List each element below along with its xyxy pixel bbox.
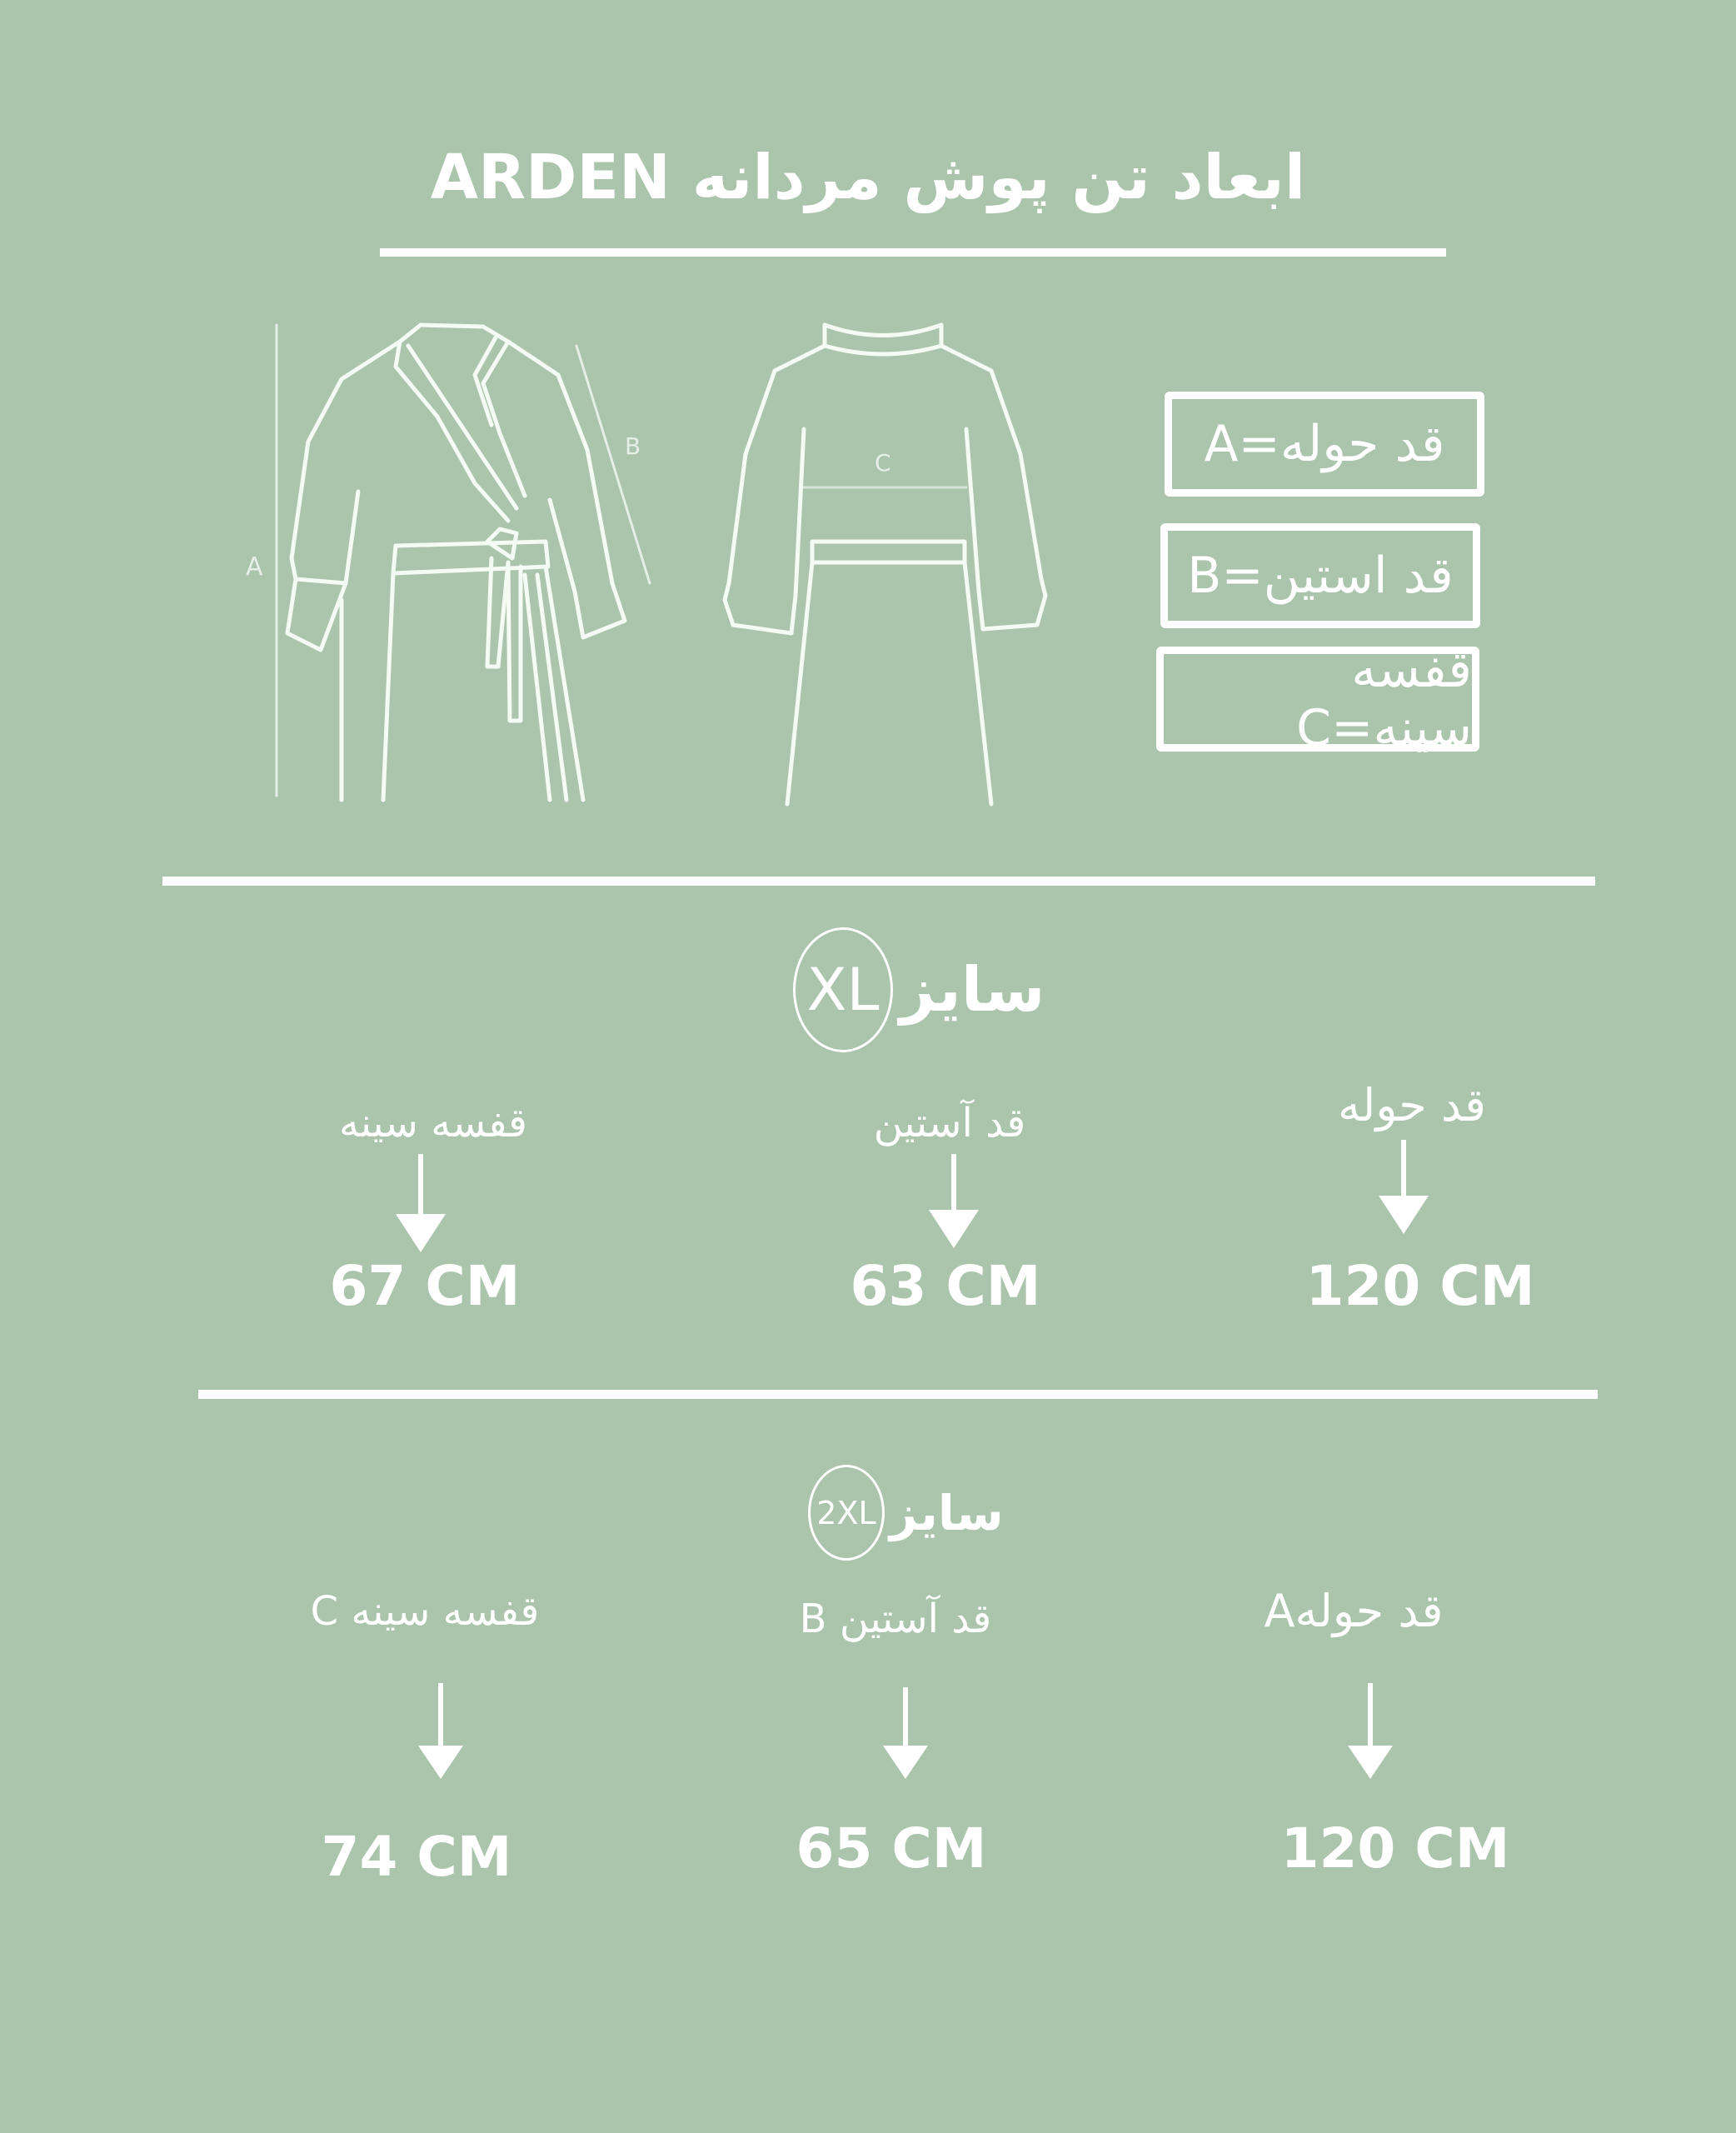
2xl-value-chest: 74 CM (321, 1825, 512, 1889)
title-divider (380, 248, 1446, 257)
2xl-label-sleeve: قد آستین B (799, 1596, 992, 1642)
section-divider-2 (198, 1390, 1598, 1399)
2xl-arrow-sleeve (876, 1687, 935, 1783)
2xl-arrow-chest (412, 1683, 470, 1783)
2xl-label-length: قد حولهA (1264, 1585, 1444, 1637)
diagram-label-a: A (246, 552, 263, 582)
size-badge-xl-text: XL (806, 956, 880, 1024)
legend-box-c (1156, 641, 1479, 757)
2xl-value-sleeve: 65 CM (796, 1816, 987, 1881)
xl-arrow-sleeve (925, 1154, 983, 1250)
diagram-label-b: B (625, 432, 641, 460)
size-badge-xl (793, 927, 893, 1052)
xl-label-chest: قفسه سینه (339, 1100, 527, 1146)
size-heading-xl (793, 927, 1045, 1052)
xl-value-chest: 67 CM (329, 1254, 521, 1318)
size-heading-2xl (808, 1465, 1004, 1561)
size-word-xl: سایز (900, 954, 1045, 1026)
2xl-value-length: 120 CM (1280, 1816, 1510, 1881)
legend-text-b: قد استین=B (1187, 547, 1454, 605)
xl-arrow-length (1374, 1140, 1433, 1236)
legend-box-b (1160, 523, 1480, 628)
xl-value-length: 120 CM (1305, 1254, 1535, 1318)
xl-value-sleeve: 63 CM (850, 1254, 1041, 1318)
legend-text-a: قد حوله=A (1204, 415, 1445, 473)
robe-front-diagram (233, 308, 683, 808)
legend-text-c: قفسه سینه=C (1296, 641, 1472, 757)
2xl-label-chest: قفسه سینه C (310, 1588, 540, 1635)
legend-box-a (1165, 392, 1484, 497)
xl-arrow-chest (392, 1154, 450, 1254)
diagram-label-c: C (875, 449, 891, 477)
section-divider-1 (162, 877, 1595, 886)
xl-label-sleeve: قد آستین (873, 1100, 1026, 1146)
size-word-2xl: سایز (890, 1484, 1004, 1541)
2xl-arrow-length (1341, 1683, 1399, 1783)
page-title: ابعاد تن پوش مردانه ARDEN (430, 142, 1306, 213)
size-badge-2xl (808, 1465, 885, 1561)
robe-back-diagram (708, 312, 1058, 812)
size-badge-2xl-text: 2XL (816, 1494, 876, 1531)
xl-label-length: قد حوله (1337, 1079, 1486, 1131)
